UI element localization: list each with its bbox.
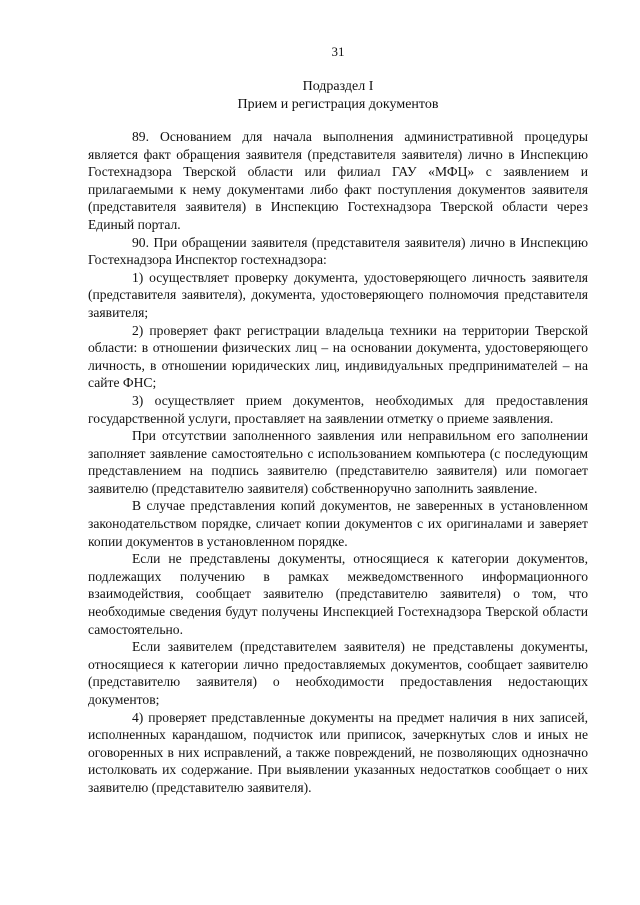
subsection-title: Подраздел I bbox=[302, 79, 374, 94]
paragraph-interagency: Если не представлены документы, относящиеся к категории документов, подлежащих получению в рамках межведомственного информационного взаимодействия, сообщает заявителю (представителю заявителя) о том, что необходимые сведения будут получены Инспекцией Гостехнадзора Тверской области самостоятельно. bbox=[88, 551, 588, 637]
page-number: 31 bbox=[331, 44, 345, 59]
document-page bbox=[88, 44, 588, 797]
list-item-3: 3) осуществляет прием документов, необходимых для предоставления государственной услуги, проставляет на заявлении отметку о приеме заявления. bbox=[88, 392, 588, 426]
list-item-1: 1) осуществляет проверку документа, удостоверяющего личность заявителя (представителя заявителя), документа, удостоверяющего полномочия представителя заявителя; bbox=[88, 269, 588, 320]
list-item-4: 4) проверяет представленные документы на предмет наличия в них записей, исполненных карандашом, подчисток или приписок, зачеркнутых слов и иных не оговоренных в них исправлений, а также повреждений, не позволяющих однозначно истолковать их содержание. При выявлении указанных недостатков сообщает о них заявителю (представителю заявителя). bbox=[88, 709, 588, 795]
paragraph-89: 89. Основанием для начала выполнения административной процедуры является факт обращения заявителя (представителя заявителя) лично в Инспекцию Гостехнадзора Тверской области или филиал ГАУ «МФЦ» с заявлением и прилагаемыми к нему документами либо факт поступления документов заявителя (представителя заявителя) в Инспекцию Гостехнадзора Тверской области через Единый портал. bbox=[88, 129, 588, 232]
subsection-heading bbox=[88, 78, 588, 114]
paragraph-no-application: При отсутствии заполненного заявления или неправильном его заполнении заполняет заявление самостоятельно с использованием компьютера (с последующим представлением на подпись заявителю (представителю заявителя) или помогает заявителю (представителю заявителя) собственноручно заполнить заявление. bbox=[88, 428, 588, 496]
paragraph-missing-documents: Если заявителем (представителем заявителя) не представлены документы, относящиеся к категории лично предоставляемых документов, сообщает заявителю (представителю заявителя) о необходимости предоставления недостающих документов; bbox=[88, 639, 588, 707]
subsection-subtitle: Прием и регистрация документов bbox=[237, 97, 439, 112]
paragraph-copies: В случае представления копий документов, не заверенных в установленном законодательством порядке, сличает копии документов с их оригиналами и заверяет копии документов в установленном порядке. bbox=[88, 498, 588, 549]
paragraph-90: 90. При обращении заявителя (представителя заявителя) лично в Инспекцию Гостехнадзора Инспектор гостехнадзора: bbox=[88, 234, 588, 268]
document-body bbox=[88, 128, 588, 797]
list-item-2: 2) проверяет факт регистрации владельца техники на территории Тверской области: в отношении физических лиц – на основании документа, удостоверяющего личность, в отношении юридических лиц, индивидуальных предпринимателей – на сайте ФНС; bbox=[88, 322, 588, 391]
